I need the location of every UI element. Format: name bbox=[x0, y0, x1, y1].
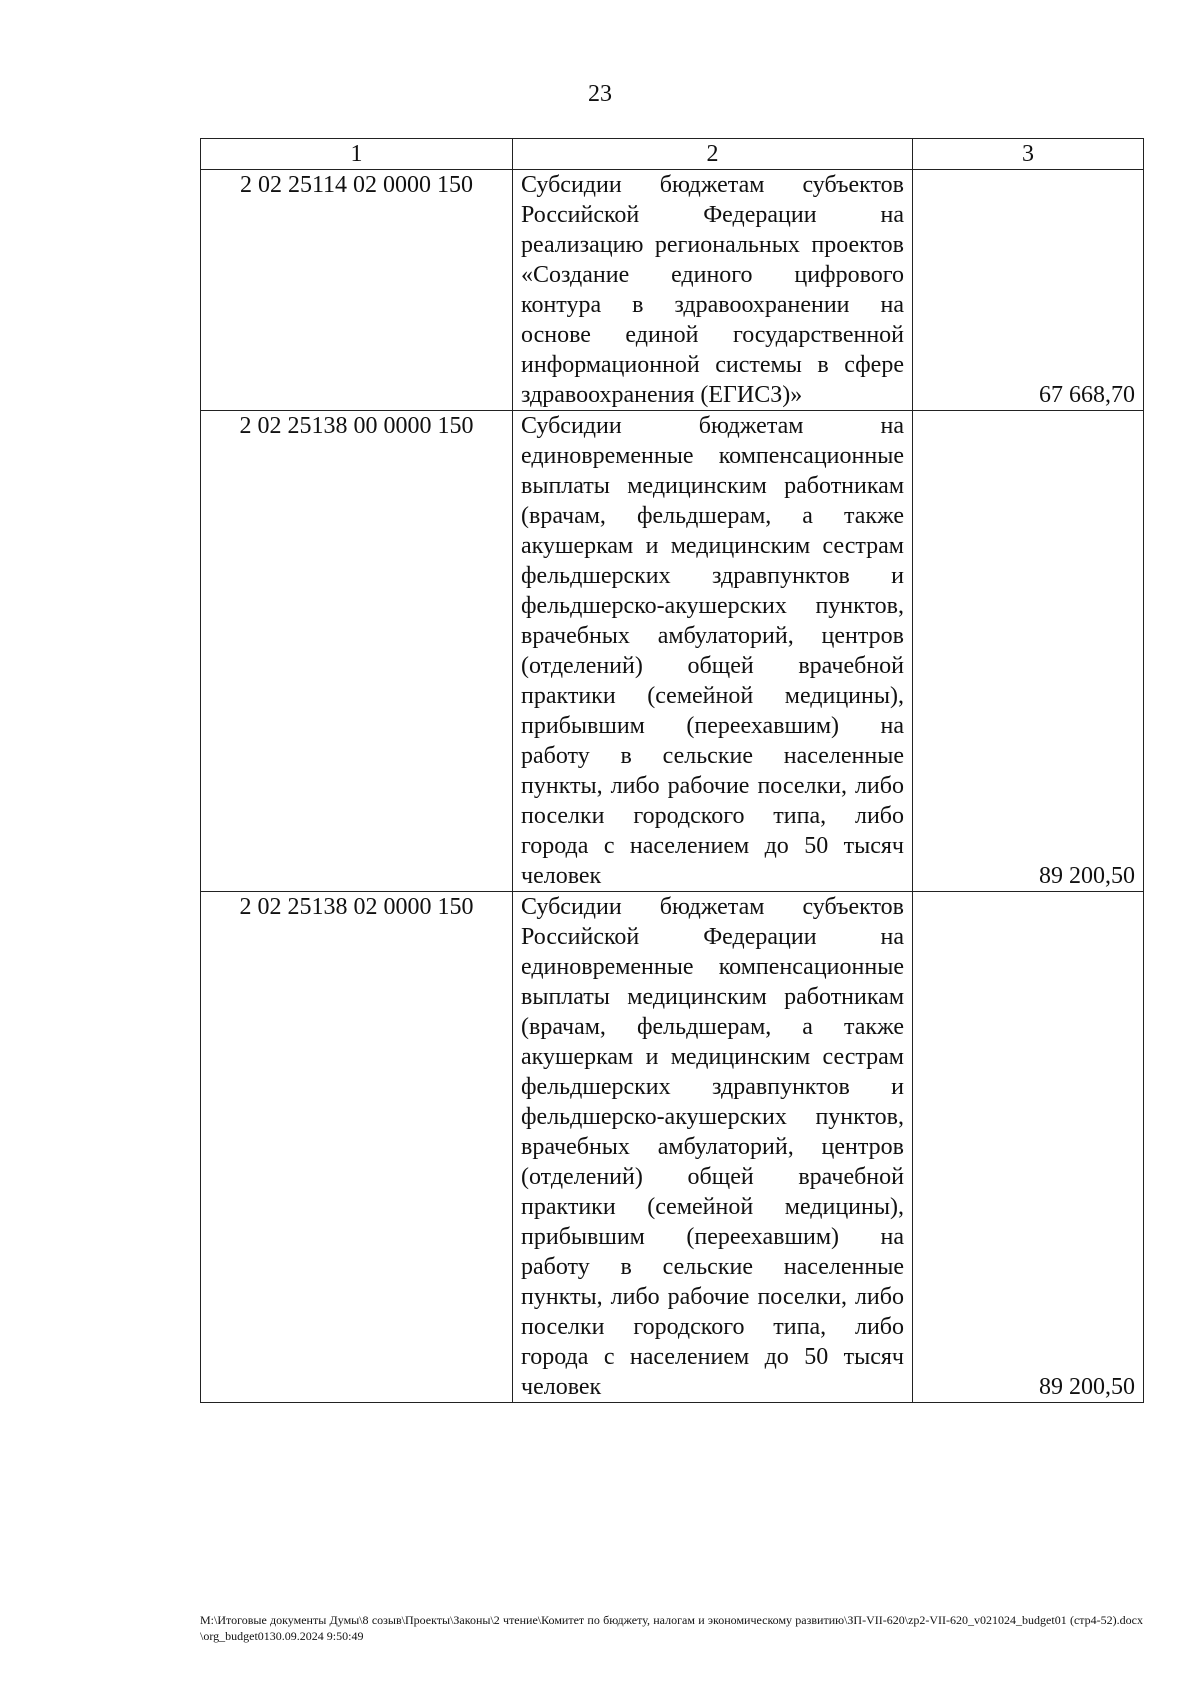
amount: 89 200,50 bbox=[913, 892, 1144, 1403]
column-header-2: 2 bbox=[513, 139, 913, 170]
budget-table bbox=[200, 138, 1144, 1403]
table-row bbox=[201, 170, 1144, 411]
classification-code: 2 02 25114 02 0000 150 bbox=[201, 170, 513, 411]
table-row bbox=[201, 892, 1144, 1403]
classification-code: 2 02 25138 00 0000 150 bbox=[201, 411, 513, 892]
column-header-3: 3 bbox=[913, 139, 1144, 170]
income-description: Субсидии бюджетам субъектов Российской Федерации на единовременные компенсационные выплаты медицинским работникам (врачам, фельдшерам, а также акушеркам и медицинским сестрам фельдшерских здравпунктов и фельдшерско-акушерских пунктов, врачебных амбулаторий, центров (отделений) общей врачебной практики (семейной медицины), прибывшим (переехавшим) на работу в сельские населенные пункты, либо рабочие поселки, либо поселки городского типа, либо города с населением до 50 тысяч человек bbox=[513, 892, 913, 1403]
classification-code: 2 02 25138 02 0000 150 bbox=[201, 892, 513, 1403]
page-number: 23 bbox=[588, 81, 612, 107]
amount: 67 668,70 bbox=[913, 170, 1144, 411]
income-description: Субсидии бюджетам субъектов Российской Федерации на реализацию региональных проектов «Создание единого цифрового контура в здравоохранении на основе единой государственной информационной системы в сфере здравоохранения (ЕГИСЗ)» bbox=[513, 170, 913, 411]
income-description: Субсидии бюджетам на единовременные компенсационные выплаты медицинским работникам (врачам, фельдшерам, а также акушеркам и медицинским сестрам фельдшерских здравпунктов и фельдшерско-акушерских пунктов, врачебных амбулаторий, центров (отделений) общей врачебной практики (семейной медицины), прибывшим (переехавшим) на работу в сельские населенные пункты, либо рабочие поселки, либо поселки городского типа, либо города с населением до 50 тысяч человек bbox=[513, 411, 913, 892]
column-header-1: 1 bbox=[201, 139, 513, 170]
table-row bbox=[201, 411, 1144, 892]
table-header-row bbox=[201, 139, 1144, 170]
document-file-path: М:\Итоговые документы Думы\8 созыв\Проекты\Законы\2 чтение\Комитет по бюджету, налогам и экономическому развитию\ЗП-VII-620\zp2-VII-620_v021024_budget01 (стр4-52).docx\org_budget0130.09.2024 9:50:49 bbox=[200, 1613, 1143, 1643]
amount: 89 200,50 bbox=[913, 411, 1144, 892]
